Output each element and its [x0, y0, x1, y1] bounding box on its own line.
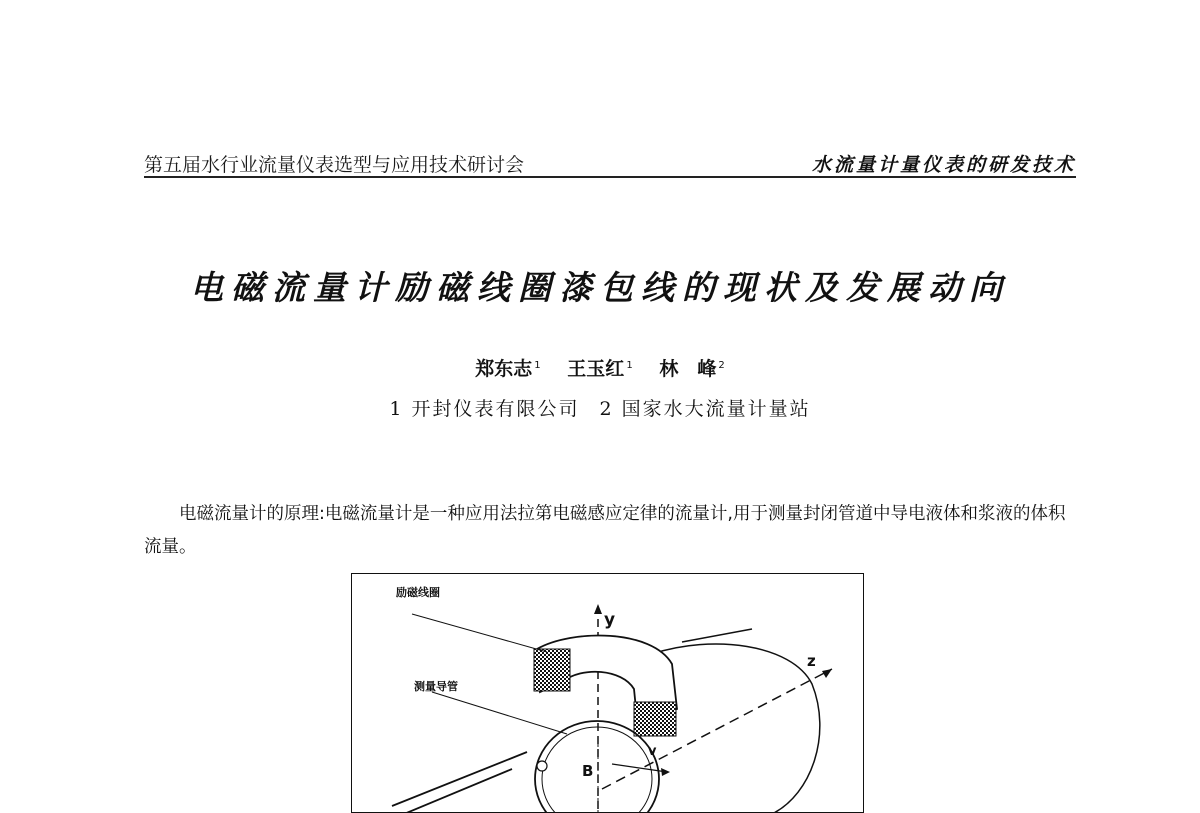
y-axis-label: y	[604, 610, 616, 630]
y-arrowhead	[594, 604, 602, 614]
paper-title: 电磁流量计励磁线圈漆包线的现状及发展动向	[190, 268, 1010, 307]
affiliation: 2 国家水大流量计量站	[599, 398, 811, 420]
electrode	[537, 761, 547, 771]
pipe-label: 测量导管	[414, 680, 458, 693]
coil-leader	[412, 614, 547, 652]
z-axis-label: z	[807, 652, 816, 670]
electrode-lead	[392, 752, 527, 806]
b-label: B	[582, 762, 594, 780]
pipe-body-top	[682, 629, 752, 642]
coil-winding-left	[534, 649, 570, 691]
affiliations	[0, 394, 1200, 421]
affiliation: 1 开封仪表有限公司	[389, 398, 580, 420]
z-arrowhead	[822, 669, 832, 678]
pipe-leader	[432, 692, 567, 734]
header-divider	[144, 176, 1076, 178]
running-header-right: 水流量计量仪表的研发技术	[811, 154, 1076, 176]
velocity-arrowhead	[661, 768, 670, 776]
electrode-lead	[392, 769, 512, 813]
author-list	[0, 354, 1200, 381]
author: 王玉红 $^1$	[567, 358, 633, 380]
author: 林 峰 $^2$	[659, 358, 725, 380]
author: 郑东志 $^1$	[475, 358, 541, 380]
measuring-pipe-ring-inner	[542, 727, 652, 813]
coil-label: 励磁线圈	[396, 586, 440, 599]
coil-winding-right	[634, 702, 676, 736]
body-paragraph: 电磁流量计的原理:电磁流量计是一种应用法拉第电磁感应定律的流量计,用于测量封闭管道中导电液体和浆液的体积流量。	[144, 504, 1066, 557]
flowmeter-diagram	[351, 573, 864, 813]
running-header-left: 第五届水行业流量仪表选型与应用技术研讨会	[144, 154, 525, 176]
v-label: v	[648, 744, 657, 759]
